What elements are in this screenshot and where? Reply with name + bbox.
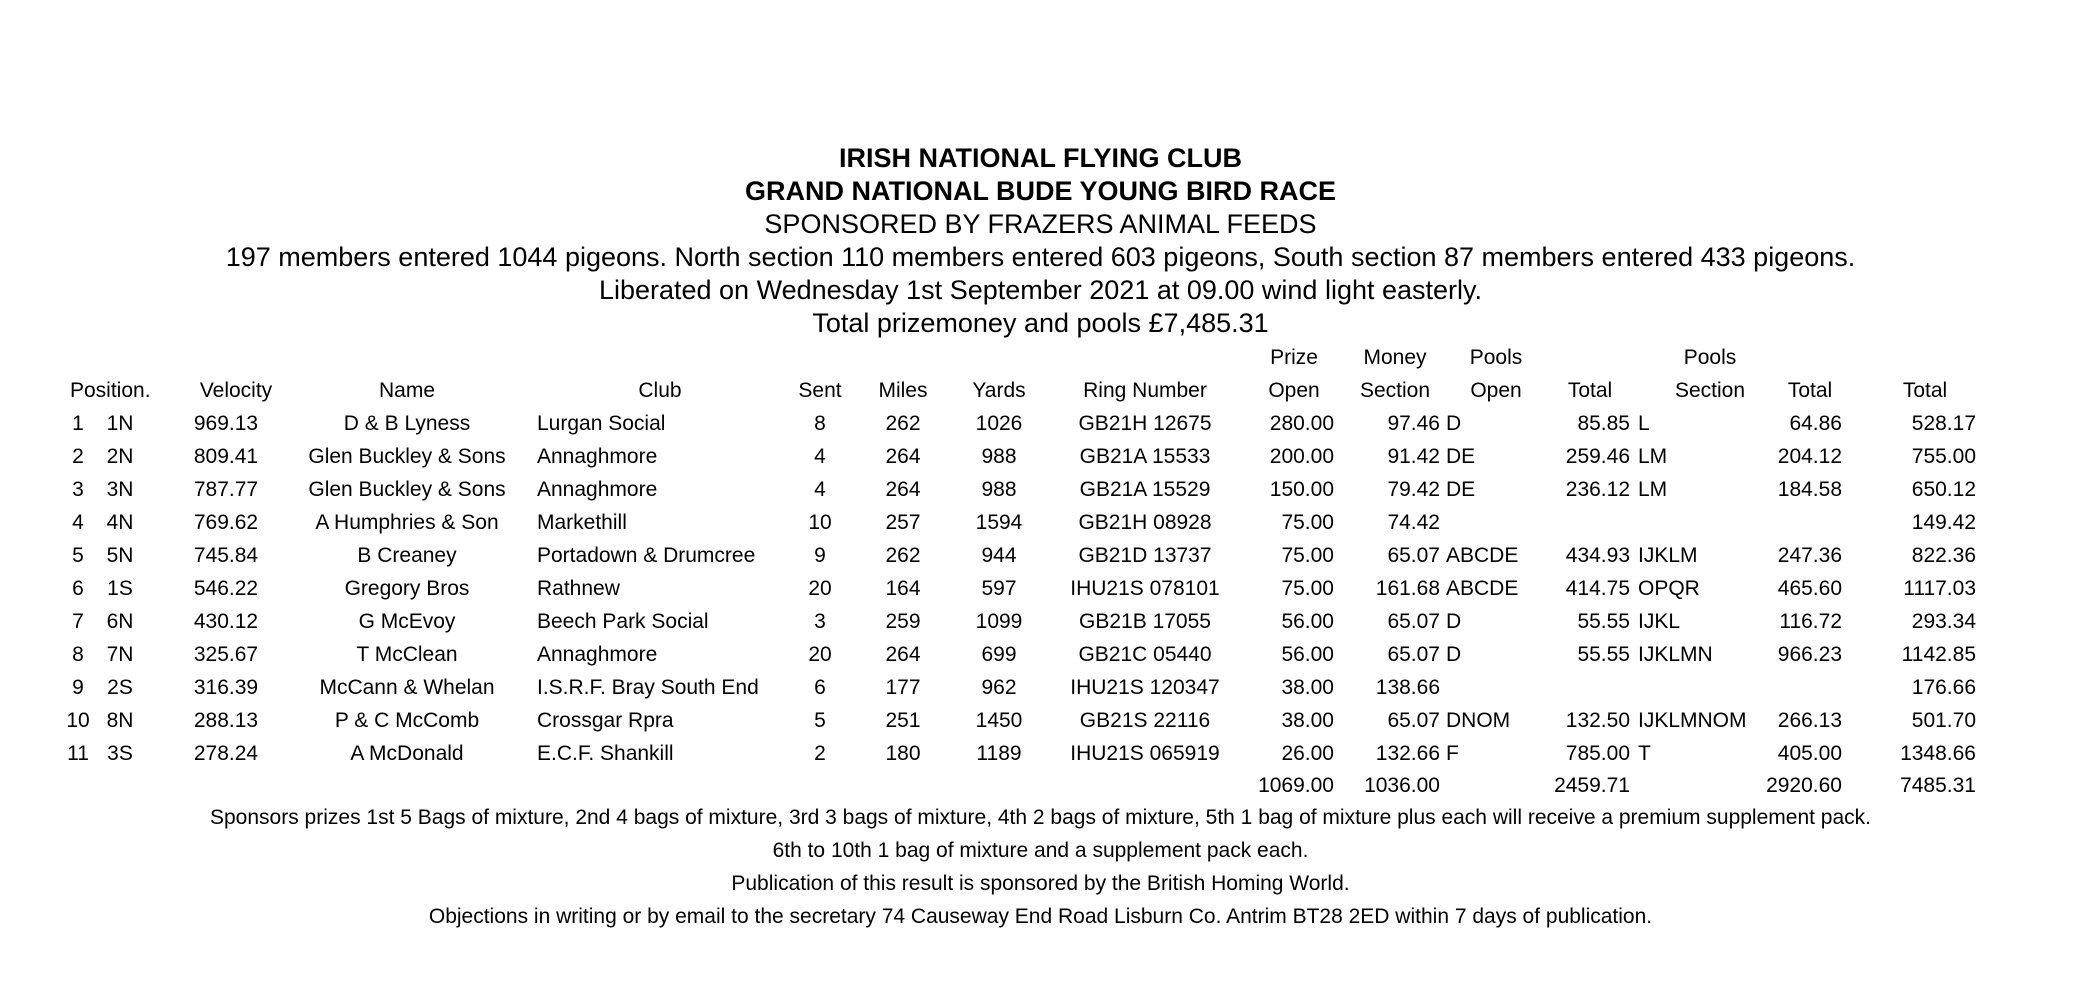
money-section-cell: 65.07 xyxy=(1387,544,1440,567)
position-cell: 6 xyxy=(72,577,84,600)
header-sent: Sent xyxy=(798,379,842,402)
ring-number-cell: GB21D 13737 xyxy=(1078,544,1212,567)
money-section-cell: 91.42 xyxy=(1387,445,1440,468)
pools-open-code-cell: D xyxy=(1446,610,1462,633)
header-club: Club xyxy=(638,379,682,402)
position-cell: 7 xyxy=(72,610,84,633)
miles-cell: 259 xyxy=(885,610,921,633)
race-title: GRAND NATIONAL BUDE YOUNG BIRD RACE xyxy=(744,176,1337,206)
pools-section-code-cell: T xyxy=(1638,742,1651,765)
header-total-3: Total xyxy=(1902,379,1948,402)
club-cell: Rathnew xyxy=(537,577,620,600)
name-cell: P & C McComb xyxy=(334,709,480,732)
sent-cell: 10 xyxy=(808,511,832,534)
header-position: Position. xyxy=(70,379,151,402)
yards-cell: 699 xyxy=(981,643,1017,666)
grand-total-cell: 528.17 xyxy=(1911,412,1976,435)
total-pools-section: 2920.60 xyxy=(1766,774,1842,797)
position-cell: 3 xyxy=(72,478,84,501)
pools-open-total-cell: 55.55 xyxy=(1577,610,1630,633)
miles-cell: 264 xyxy=(885,445,921,468)
pools-section-code-cell: LM xyxy=(1638,478,1668,501)
club-cell: Lurgan Social xyxy=(537,412,666,435)
ring-number-cell: GB21A 15533 xyxy=(1079,445,1211,468)
grand-total-cell: 1142.85 xyxy=(1901,643,1976,666)
yards-cell: 1099 xyxy=(975,610,1023,633)
position-cell: 1 xyxy=(72,412,84,435)
pools-open-code-cell: ABCDE xyxy=(1446,577,1519,600)
sent-cell: 2 xyxy=(814,742,826,765)
sent-cell: 5 xyxy=(814,709,826,732)
velocity-cell: 430.12 xyxy=(193,610,259,633)
club-cell: Markethill xyxy=(537,511,627,534)
header-miles: Miles xyxy=(878,379,928,402)
ring-number-cell: IHU21S 078101 xyxy=(1070,577,1220,600)
ring-number-cell: GB21A 15529 xyxy=(1079,478,1211,501)
group-header-money: Money xyxy=(1363,346,1427,369)
velocity-cell: 288.13 xyxy=(193,709,259,732)
pools-section-code-cell: IJKLM xyxy=(1638,544,1698,567)
velocity-cell: 325.67 xyxy=(193,643,259,666)
money-section-cell: 74.42 xyxy=(1387,511,1440,534)
pools-section-total-cell: 465.60 xyxy=(1777,577,1842,600)
prize-open-cell: 26.00 xyxy=(1281,742,1334,765)
ring-number-cell: GB21B 17055 xyxy=(1079,610,1211,633)
supplement-note: 6th to 10th 1 bag of mixture and a supplement pack each. xyxy=(772,839,1309,862)
name-cell: A McDonald xyxy=(350,742,464,765)
position-cell: 11 xyxy=(67,742,89,765)
section-position-cell: 1S xyxy=(107,577,133,600)
header-pools-section: Section xyxy=(1674,379,1746,402)
total-open: 1069.00 xyxy=(1258,774,1334,797)
pools-open-code-cell: D xyxy=(1446,643,1462,666)
position-cell: 4 xyxy=(72,511,84,534)
header-name: Name xyxy=(378,379,436,402)
grand-total-cell: 501.70 xyxy=(1911,709,1976,732)
sent-cell: 8 xyxy=(814,412,826,435)
sent-cell: 9 xyxy=(814,544,826,567)
miles-cell: 264 xyxy=(885,643,921,666)
section-position-cell: 5N xyxy=(106,544,134,567)
group-header-pools-section: Pools xyxy=(1683,346,1737,369)
header-total-1: Total xyxy=(1567,379,1613,402)
grand-total-cell: 650.12 xyxy=(1911,478,1976,501)
header-total-2: Total xyxy=(1787,379,1833,402)
pools-open-total-cell: 55.55 xyxy=(1577,643,1630,666)
position-cell: 5 xyxy=(72,544,84,567)
pools-section-total-cell: 64.86 xyxy=(1789,412,1842,435)
money-section-cell: 79.42 xyxy=(1387,478,1440,501)
grand-total-cell: 1348.66 xyxy=(1900,742,1976,765)
pools-open-total-cell: 434.93 xyxy=(1565,544,1630,567)
name-cell: T McClean xyxy=(356,643,458,666)
miles-cell: 251 xyxy=(885,709,921,732)
group-header-pools-open: Pools xyxy=(1469,346,1523,369)
miles-cell: 262 xyxy=(885,412,921,435)
prize-open-cell: 150.00 xyxy=(1269,478,1334,501)
pools-section-total-cell: 405.00 xyxy=(1777,742,1842,765)
money-section-cell: 65.07 xyxy=(1387,643,1440,666)
club-cell: I.S.R.F. Bray South End xyxy=(537,676,759,699)
velocity-cell: 278.24 xyxy=(193,742,259,765)
yards-cell: 1450 xyxy=(975,709,1023,732)
pools-open-total-cell: 236.12 xyxy=(1565,478,1630,501)
club-cell: Annaghmore xyxy=(537,445,658,468)
yards-cell: 962 xyxy=(981,676,1017,699)
pools-open-code-cell: DE xyxy=(1446,478,1476,501)
header-open: Open xyxy=(1268,379,1320,402)
ring-number-cell: GB21H 08928 xyxy=(1078,511,1212,534)
sponsor-line: SPONSORED BY FRAZERS ANIMAL FEEDS xyxy=(764,209,1317,239)
prize-open-cell: 38.00 xyxy=(1281,709,1334,732)
name-cell: A Humphries & Son xyxy=(315,511,499,534)
pools-section-code-cell: LM xyxy=(1638,445,1668,468)
name-cell: Glen Buckley & Sons xyxy=(308,478,506,501)
velocity-cell: 546.22 xyxy=(193,577,259,600)
position-cell: 10 xyxy=(66,709,90,732)
pools-section-total-cell: 266.13 xyxy=(1777,709,1842,732)
pools-section-code-cell: OPQR xyxy=(1638,577,1700,600)
header-pools-open: Open xyxy=(1470,379,1522,402)
pools-section-code-cell: IJKL xyxy=(1638,610,1681,633)
prize-open-cell: 200.00 xyxy=(1269,445,1334,468)
money-section-cell: 65.07 xyxy=(1387,610,1440,633)
section-position-cell: 2N xyxy=(106,445,134,468)
name-cell: McCann & Whelan xyxy=(319,676,495,699)
prize-open-cell: 75.00 xyxy=(1281,577,1334,600)
pools-section-total-cell: 116.72 xyxy=(1779,610,1842,633)
name-cell: D & B Lyness xyxy=(343,412,471,435)
name-cell: B Creaney xyxy=(357,544,457,567)
section-position-cell: 3S xyxy=(107,742,133,765)
ring-number-cell: GB21S 22116 xyxy=(1079,709,1211,732)
position-cell: 8 xyxy=(72,643,84,666)
pools-section-code-cell: IJKLMNOM xyxy=(1638,709,1747,732)
section-position-cell: 3N xyxy=(106,478,134,501)
position-cell: 9 xyxy=(72,676,84,699)
pools-open-code-cell: D xyxy=(1446,412,1462,435)
money-section-cell: 97.46 xyxy=(1387,412,1440,435)
grand-total-cell: 149.42 xyxy=(1911,511,1976,534)
ring-number-cell: GB21H 12675 xyxy=(1078,412,1212,435)
grand-total-cell: 176.66 xyxy=(1911,676,1976,699)
velocity-cell: 316.39 xyxy=(193,676,259,699)
name-cell: Glen Buckley & Sons xyxy=(308,445,506,468)
yards-cell: 1594 xyxy=(975,511,1023,534)
sent-cell: 20 xyxy=(808,643,832,666)
pools-section-code-cell: IJKLMN xyxy=(1638,643,1713,666)
miles-cell: 177 xyxy=(885,676,921,699)
prize-open-cell: 75.00 xyxy=(1281,511,1334,534)
money-section-cell: 161.68 xyxy=(1375,577,1440,600)
club-cell: E.C.F. Shankill xyxy=(537,742,674,765)
total-pools-open: 2459.71 xyxy=(1554,774,1630,797)
club-cell: Beech Park Social xyxy=(537,610,709,633)
prize-open-cell: 75.00 xyxy=(1281,544,1334,567)
group-header-prize: Prize xyxy=(1270,346,1318,369)
yards-cell: 1189 xyxy=(976,742,1022,765)
ring-number-cell: IHU21S 065919 xyxy=(1070,742,1220,765)
club-cell: Annaghmore xyxy=(537,478,658,501)
grand-total-cell: 822.36 xyxy=(1911,544,1976,567)
club-cell: Crossgar Rpra xyxy=(537,709,674,732)
name-cell: Gregory Bros xyxy=(344,577,470,600)
miles-cell: 262 xyxy=(885,544,921,567)
yards-cell: 597 xyxy=(981,577,1017,600)
money-section-cell: 138.66 xyxy=(1375,676,1440,699)
total-grand: 7485.31 xyxy=(1900,774,1976,797)
pools-open-total-cell: 85.85 xyxy=(1577,412,1630,435)
section-position-cell: 2S xyxy=(107,676,133,699)
pools-open-code-cell: F xyxy=(1446,742,1459,765)
yards-cell: 1026 xyxy=(975,412,1023,435)
pools-section-total-cell: 184.58 xyxy=(1777,478,1842,501)
sent-cell: 3 xyxy=(814,610,826,633)
section-position-cell: 8N xyxy=(106,709,134,732)
pools-section-code-cell: L xyxy=(1638,412,1650,435)
sent-cell: 20 xyxy=(808,577,832,600)
header-section: Section xyxy=(1359,379,1431,402)
section-position-cell: 4N xyxy=(106,511,134,534)
sent-cell: 4 xyxy=(814,445,826,468)
prize-open-cell: 56.00 xyxy=(1281,643,1334,666)
ring-number-cell: GB21C 05440 xyxy=(1078,643,1212,666)
total-section: 1036.00 xyxy=(1364,774,1440,797)
ring-number-cell: IHU21S 120347 xyxy=(1070,676,1220,699)
prizemoney-line: Total prizemoney and pools £7,485.31 xyxy=(812,308,1269,338)
miles-cell: 257 xyxy=(885,511,921,534)
money-section-cell: 65.07 xyxy=(1387,709,1440,732)
yards-cell: 988 xyxy=(981,445,1017,468)
velocity-cell: 787.77 xyxy=(193,478,259,501)
velocity-cell: 745.84 xyxy=(193,544,259,567)
pools-open-total-cell: 132.50 xyxy=(1565,709,1630,732)
pools-open-code-cell: DNOM xyxy=(1446,709,1511,732)
pools-open-code-cell: ABCDE xyxy=(1446,544,1519,567)
entries-line: 197 members entered 1044 pigeons. North section 110 members entered 603 pigeons, South section 87 members entered 433 pigeons. xyxy=(225,242,1856,272)
miles-cell: 264 xyxy=(885,478,921,501)
velocity-cell: 769.62 xyxy=(193,511,259,534)
header-ring-number: Ring Number xyxy=(1083,379,1207,402)
velocity-cell: 809.41 xyxy=(193,445,259,468)
section-position-cell: 1N xyxy=(106,412,134,435)
pools-open-total-cell: 785.00 xyxy=(1565,742,1630,765)
club-cell: Portadown & Drumcree xyxy=(537,544,756,567)
yards-cell: 944 xyxy=(981,544,1017,567)
grand-total-cell: 293.34 xyxy=(1911,610,1976,633)
section-position-cell: 6N xyxy=(106,610,134,633)
header-velocity: Velocity xyxy=(199,379,273,402)
name-cell: G McEvoy xyxy=(358,610,456,633)
miles-cell: 180 xyxy=(885,742,921,765)
club-cell: Annaghmore xyxy=(537,643,658,666)
pools-section-total-cell: 966.23 xyxy=(1777,643,1842,666)
prize-open-cell: 56.00 xyxy=(1281,610,1334,633)
prize-open-cell: 280.00 xyxy=(1269,412,1334,435)
sent-cell: 6 xyxy=(814,676,826,699)
liberation-line: Liberated on Wednesday 1st September 2021 at 09.00 wind light easterly. xyxy=(598,275,1483,305)
grand-total-cell: 755.00 xyxy=(1911,445,1976,468)
miles-cell: 164 xyxy=(885,577,921,600)
publication-note: Publication of this result is sponsored by the British Homing World. xyxy=(731,872,1350,895)
sent-cell: 4 xyxy=(814,478,826,501)
section-position-cell: 7N xyxy=(106,643,134,666)
objections-note: Objections in writing or by email to the secretary 74 Causeway End Road Lisburn Co. Antrim BT28 2ED within 7 days of publication. xyxy=(428,905,1653,928)
sponsor-prizes-note: Sponsors prizes 1st 5 Bags of mixture, 2nd 4 bags of mixture, 3rd 3 bags of mixture, 4th 2 bags of mixture, 5th 1 bag of mixture plus each will receive a premium supplement pack. xyxy=(210,806,1871,829)
header-yards: Yards xyxy=(972,379,1026,402)
pools-section-total-cell: 247.36 xyxy=(1777,544,1842,567)
position-cell: 2 xyxy=(72,445,84,468)
grand-total-cell: 1117.03 xyxy=(1903,577,1976,600)
pools-section-total-cell: 204.12 xyxy=(1777,445,1842,468)
money-section-cell: 132.66 xyxy=(1375,742,1440,765)
prize-open-cell: 38.00 xyxy=(1281,676,1334,699)
velocity-cell: 969.13 xyxy=(193,412,259,435)
yards-cell: 988 xyxy=(981,478,1017,501)
pools-open-total-cell: 259.46 xyxy=(1565,445,1630,468)
pools-open-code-cell: DE xyxy=(1446,445,1476,468)
club-title: IRISH NATIONAL FLYING CLUB xyxy=(838,143,1242,173)
pools-open-total-cell: 414.75 xyxy=(1565,577,1630,600)
